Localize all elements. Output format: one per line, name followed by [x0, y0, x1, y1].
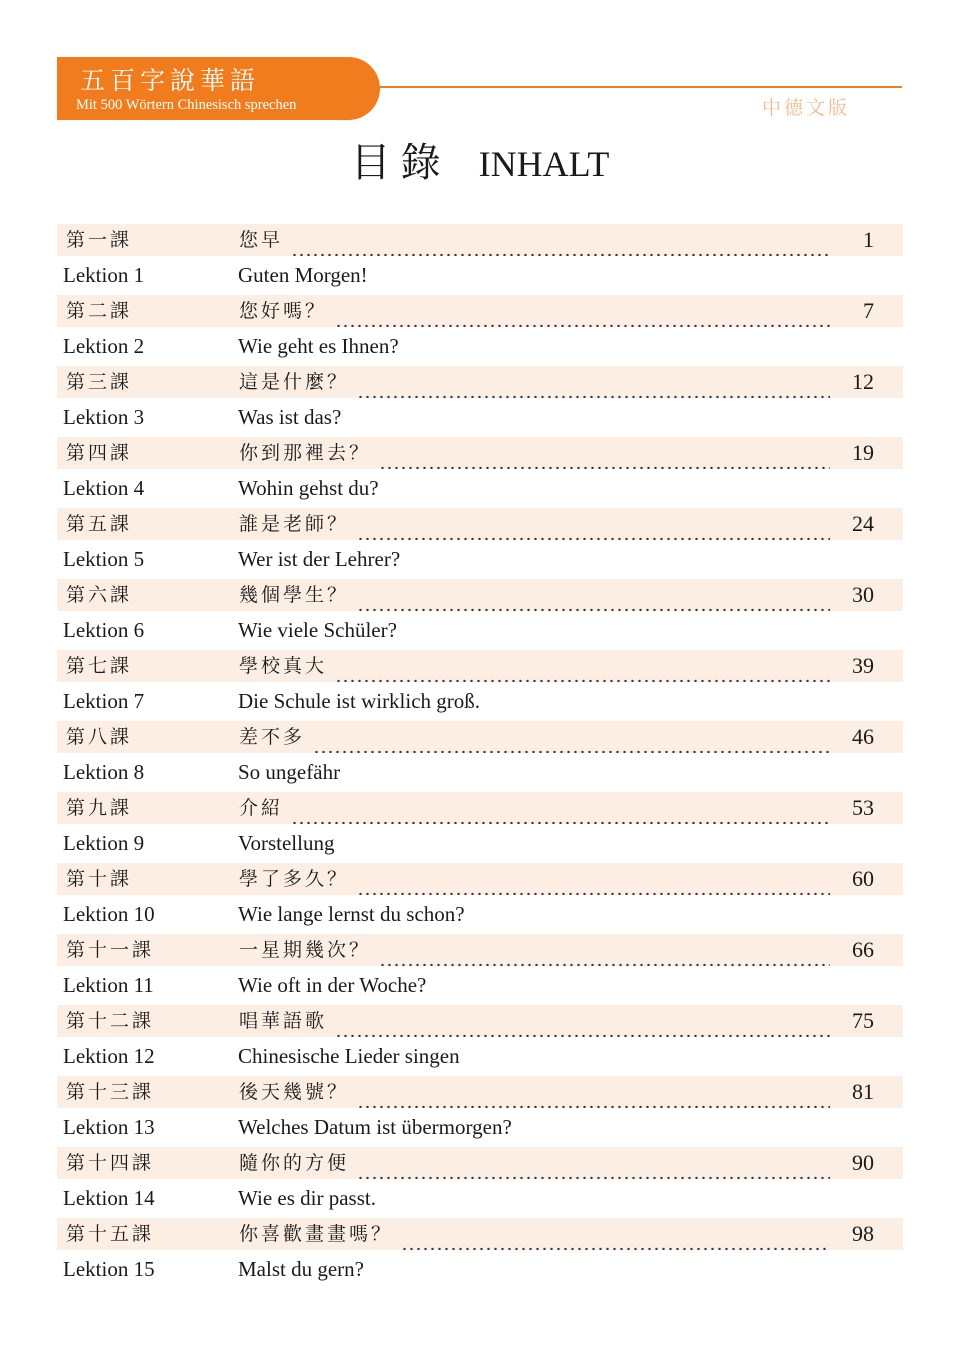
dot-leader: [291, 792, 830, 824]
toc-entry-chinese[interactable]: [57, 863, 903, 895]
page-number: 53: [852, 795, 874, 820]
toc-entry-german: [57, 756, 903, 788]
lesson-number-chinese: 第十三課: [66, 1081, 155, 1103]
lesson-number-german: Lektion 7: [63, 689, 145, 713]
lesson-number-chinese: 第三課: [66, 371, 133, 393]
lesson-number-german: Lektion 9: [63, 831, 145, 855]
dot-leader: [357, 863, 830, 895]
lesson-title-chinese: 一星期幾次？: [239, 939, 372, 961]
toc-leader: [239, 1218, 830, 1250]
page-number: 75: [852, 1008, 874, 1033]
dot-leader: [357, 508, 830, 540]
lesson-title-german: Die Schule ist wirklich groß.: [238, 689, 481, 713]
lesson-number-german: Lektion 13: [63, 1115, 155, 1139]
lesson-title-german: Wie viele Schüler?: [238, 618, 397, 642]
toc-entry-german: [57, 685, 903, 717]
toc-entry-german: [57, 1182, 903, 1214]
lesson-title-german: Wer ist der Lehrer?: [238, 547, 401, 571]
toc-leader: [239, 579, 830, 611]
book-subtitle: Mit 500 Wörtern Chinesisch sprechen: [76, 97, 297, 113]
lesson-title-chinese: 學了多久？: [239, 868, 350, 890]
page-title-german: INHALT: [478, 144, 610, 184]
toc-leader: [239, 295, 830, 327]
lesson-title-chinese: 誰是老師？: [239, 513, 350, 535]
lesson-title-german: Wie lange lernst du schon?: [238, 902, 465, 926]
toc-entry-chinese[interactable]: [57, 1218, 903, 1250]
lesson-title-chinese: 後天幾號？: [239, 1081, 350, 1103]
lesson-title-chinese: 你喜歡畫畫嗎？: [239, 1223, 394, 1245]
toc-leader: [239, 650, 830, 682]
toc-leader: [239, 792, 830, 824]
edition-label: 中德文版: [762, 97, 851, 119]
toc-entry-chinese[interactable]: [57, 934, 903, 966]
page-number: 19: [852, 440, 874, 465]
toc-entry-chinese[interactable]: [57, 508, 903, 540]
toc-entry-chinese[interactable]: [57, 1076, 903, 1108]
lesson-title-chinese: 差不多: [239, 726, 306, 748]
toc-entry-chinese[interactable]: [57, 437, 903, 469]
page-number: 81: [852, 1079, 874, 1104]
lesson-title-german: Wie geht es Ihnen?: [238, 334, 399, 358]
lesson-number-chinese: 第十四課: [66, 1152, 155, 1174]
toc-leader: [239, 934, 830, 966]
lesson-number-chinese: 第二課: [66, 300, 133, 322]
toc-entry-german: [57, 259, 903, 291]
toc-entry-chinese[interactable]: [57, 1147, 903, 1179]
lesson-title-chinese: 幾個學生？: [239, 584, 350, 606]
lesson-title-chinese: 隨你的方便: [239, 1152, 350, 1174]
toc-leader: [239, 721, 830, 753]
page-title-chinese: 目錄: [350, 140, 451, 186]
toc-leader: [239, 1005, 830, 1037]
toc-entry-german: [57, 614, 903, 646]
lesson-number-german: Lektion 15: [63, 1257, 155, 1281]
lesson-number-german: Lektion 5: [63, 547, 145, 571]
lesson-title-chinese: 介紹: [239, 797, 284, 819]
page-number: 98: [852, 1221, 874, 1246]
lesson-title-german: Chinesische Lieder singen: [238, 1044, 460, 1068]
lesson-title-german: So ungefähr: [238, 760, 341, 784]
lesson-number-chinese: 第六課: [66, 584, 133, 606]
lesson-number-chinese: 第八課: [66, 726, 133, 748]
page-number: 12: [852, 369, 874, 394]
page-number: 1: [863, 227, 874, 252]
lesson-title-chinese: 唱華語歌: [239, 1010, 328, 1032]
toc-entry-chinese[interactable]: [57, 366, 903, 398]
lesson-number-chinese: 第九課: [66, 797, 133, 819]
toc-entry-chinese[interactable]: [57, 792, 903, 824]
toc-entry-german: [57, 330, 903, 362]
page-title: [0, 138, 960, 189]
lesson-number-german: Lektion 6: [63, 618, 145, 642]
lesson-number-chinese: 第十五課: [66, 1223, 155, 1245]
table-of-contents: [57, 224, 903, 1289]
page-number: 24: [852, 511, 874, 536]
page-number: 30: [852, 582, 874, 607]
toc-entry-chinese[interactable]: [57, 224, 903, 256]
lesson-title-german: Wie oft in der Woche?: [238, 973, 427, 997]
lesson-number-german: Lektion 14: [63, 1186, 155, 1210]
lesson-title-german: Vorstellung: [238, 831, 335, 855]
toc-entry-german: [57, 827, 903, 859]
dot-leader: [335, 295, 830, 327]
page-number: 46: [852, 724, 874, 749]
lesson-title-german: Welches Datum ist übermorgen?: [238, 1115, 512, 1139]
lesson-number-german: Lektion 11: [63, 973, 154, 997]
lesson-number-chinese: 第一課: [66, 229, 133, 251]
lesson-number-german: Lektion 3: [63, 405, 145, 429]
book-title: 五百字說華語: [80, 66, 261, 95]
toc-entry-german: [57, 1253, 903, 1285]
lesson-title-german: Wohin gehst du?: [238, 476, 379, 500]
lesson-number-german: Lektion 4: [63, 476, 145, 500]
toc-entry-chinese[interactable]: [57, 650, 903, 682]
page-number: 7: [863, 298, 874, 323]
lesson-number-chinese: 第四課: [66, 442, 133, 464]
lesson-number-german: Lektion 8: [63, 760, 145, 784]
lesson-title-german: Malst du gern?: [238, 1257, 364, 1281]
page-number: 66: [852, 937, 874, 962]
toc-leader: [239, 366, 830, 398]
dot-leader: [335, 650, 830, 682]
lesson-title-chinese: 你到那裡去？: [239, 442, 372, 464]
toc-entry-german: [57, 898, 903, 930]
toc-entry-german: [57, 1111, 903, 1143]
lesson-number-chinese: 第七課: [66, 655, 133, 677]
page-number: 90: [852, 1150, 874, 1175]
dot-leader: [357, 366, 830, 398]
lesson-title-chinese: 這是什麼？: [239, 371, 350, 393]
toc-entry-chinese[interactable]: [57, 579, 903, 611]
lesson-number-chinese: 第十二課: [66, 1010, 155, 1032]
toc-leader: [239, 437, 830, 469]
lesson-title-chinese: 您早: [239, 229, 284, 251]
dot-leader: [291, 224, 830, 256]
toc-leader: [239, 508, 830, 540]
toc-leader: [239, 1147, 830, 1179]
toc-entry-german: [57, 969, 903, 1001]
lesson-title-german: Wie es dir passt.: [238, 1186, 376, 1210]
dot-leader: [357, 1076, 830, 1108]
lesson-title-german: Was ist das?: [238, 405, 342, 429]
lesson-number-chinese: 第五課: [66, 513, 133, 535]
header-rule: [378, 86, 902, 88]
dot-leader: [357, 579, 830, 611]
page-number: 39: [852, 653, 874, 678]
toc-entry-german: [57, 1040, 903, 1072]
toc-entry-chinese[interactable]: [57, 721, 903, 753]
dot-leader: [379, 934, 830, 966]
dot-leader: [357, 1147, 830, 1179]
toc-entry-german: [57, 543, 903, 575]
dot-leader: [335, 1005, 830, 1037]
dot-leader: [401, 1218, 830, 1250]
toc-entry-chinese[interactable]: [57, 1005, 903, 1037]
lesson-title-chinese: 學校真大: [239, 655, 328, 677]
lesson-number-chinese: 第十課: [66, 868, 133, 890]
lesson-number-german: Lektion 10: [63, 902, 155, 926]
lesson-title-german: Guten Morgen!: [238, 263, 368, 287]
toc-leader: [239, 863, 830, 895]
toc-leader: [239, 1076, 830, 1108]
toc-entry-chinese[interactable]: [57, 295, 903, 327]
dot-leader: [379, 437, 830, 469]
lesson-number-german: Lektion 12: [63, 1044, 155, 1068]
dot-leader: [313, 721, 830, 753]
lesson-number-chinese: 第十一課: [66, 939, 155, 961]
lesson-number-german: Lektion 2: [63, 334, 145, 358]
toc-entry-german: [57, 401, 903, 433]
page-number: 60: [852, 866, 874, 891]
lesson-title-chinese: 您好嗎？: [239, 300, 328, 322]
toc-leader: [239, 224, 830, 256]
toc-entry-german: [57, 472, 903, 504]
lesson-number-german: Lektion 1: [63, 263, 145, 287]
